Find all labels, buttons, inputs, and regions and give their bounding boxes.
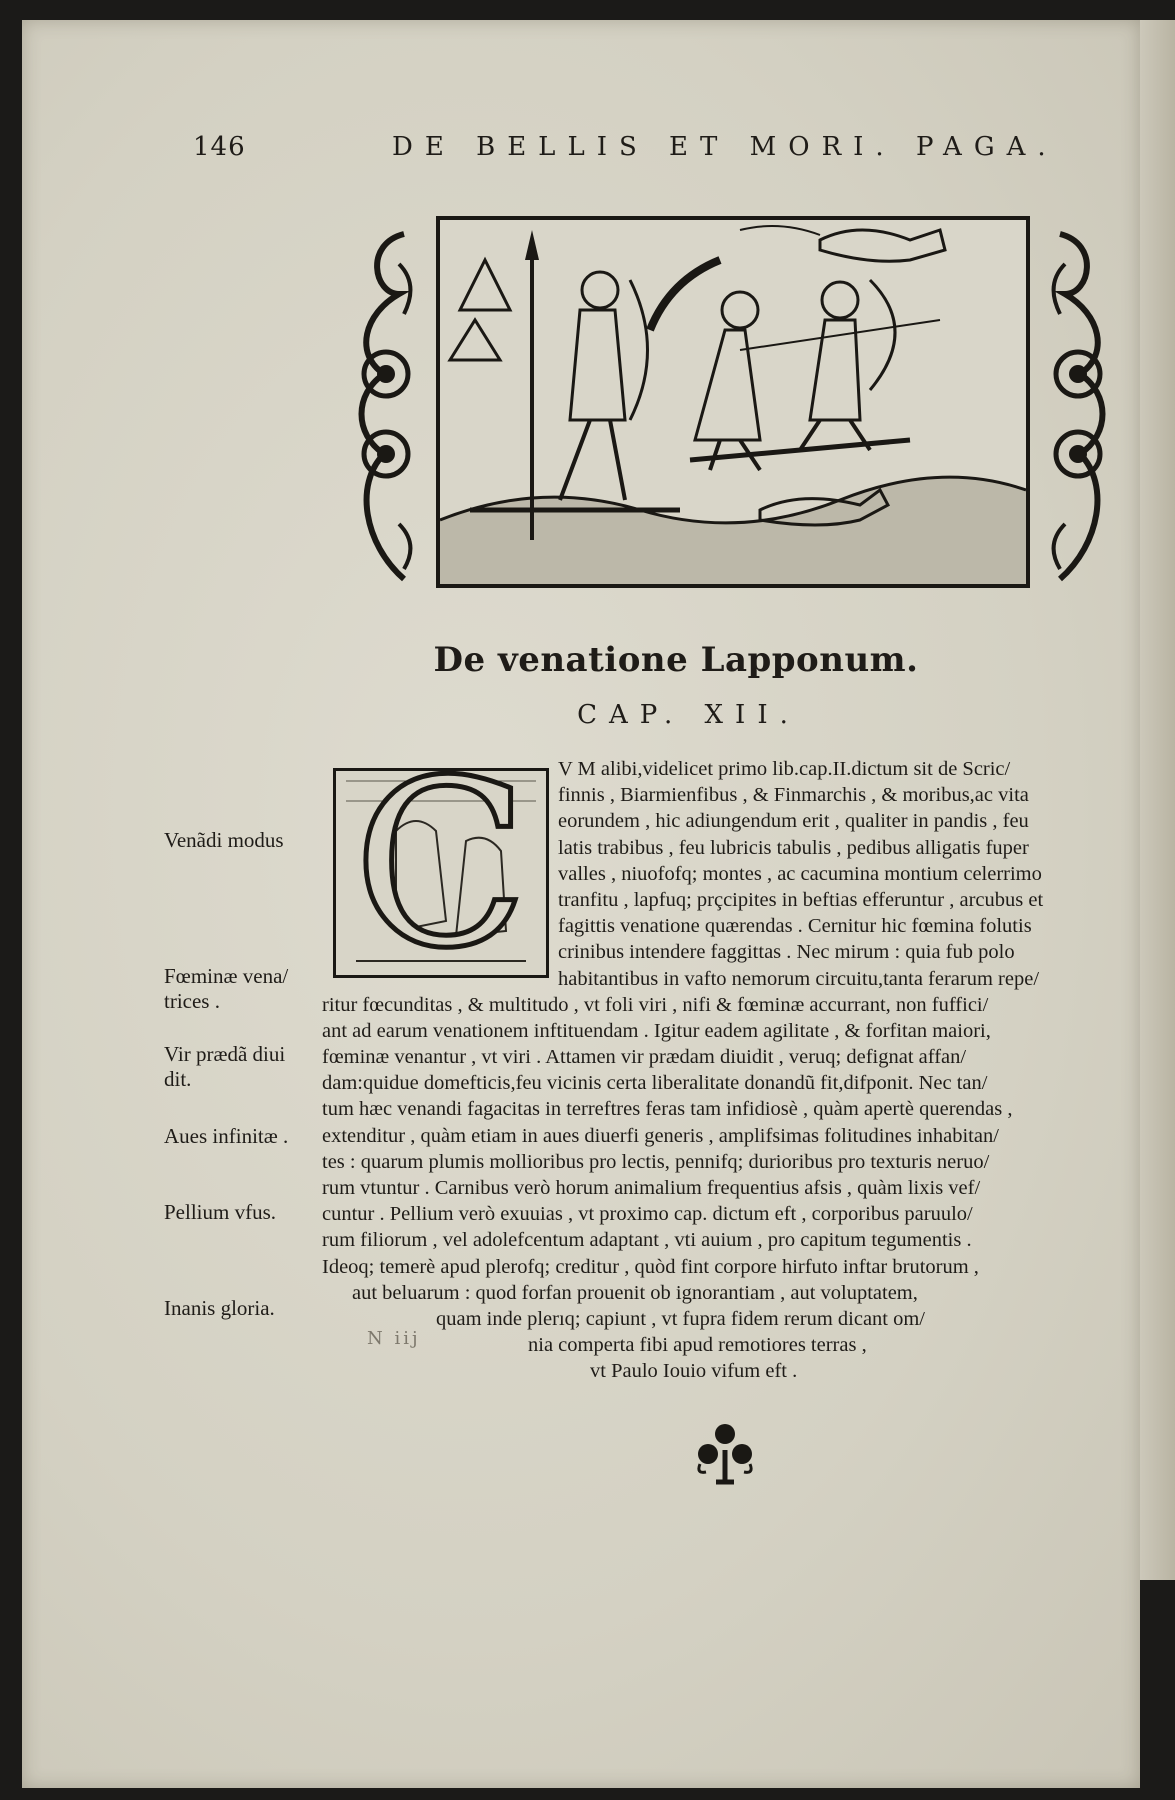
text-line: crinibus intendere faggittas . Nec mirum : quia fub polo	[558, 941, 1015, 964]
ornament-right-icon	[1038, 224, 1120, 594]
text-line: finnis , Biarmienfibus , & Finmarchis , & moribus,ac vita	[558, 784, 1029, 807]
hunting-scene-icon	[440, 220, 1026, 584]
text-line: latis trabibus , feu lubricis tabulis , pedibus alligatis fuper	[558, 836, 1029, 859]
text-line: tes : quarum plumis mollioribus pro lectis, pennifq; durioribus pro texturis neruo/	[322, 1150, 990, 1173]
ornament-left-icon	[344, 224, 426, 594]
margin-note: Inanis gloria.	[164, 1296, 275, 1320]
margin-note: Aues infinitæ .	[164, 1124, 289, 1148]
text-line: dam:quidue domefticis,feu vicinis certa liberalitate donandũ fit,difponit. Nec tan/	[322, 1072, 988, 1095]
text-line: vt Paulo Iouio vifum eft .	[590, 1360, 798, 1383]
margin-note: Fœminæ vena/ trices .	[164, 964, 289, 1013]
text-line: fœminæ venantur , vt viri . Attamen vir prædam diuidit , veruq; defignat affan/	[322, 1046, 967, 1069]
body-text	[322, 756, 1140, 1385]
running-head	[22, 132, 1140, 172]
woodcut-frame	[436, 216, 1030, 588]
fleuron-icon	[692, 1420, 758, 1486]
woodcut-illustration	[340, 210, 1122, 602]
text-line: ritur fœcunditas , & multitudo , vt foli viri , nifi & fœminæ accurrant, non fuffici/	[322, 993, 989, 1016]
facing-page-edge	[1134, 20, 1175, 1580]
text-line: aut beluarum : quod forfan prouenit ob ignorantiam , aut voluptatem,	[352, 1281, 918, 1304]
text-line: Ideoq; temerè apud plerofq; creditur , quòd fint corpore hirfuto inftar brutorum ,	[322, 1255, 979, 1278]
margin-note: Pellium vfus.	[164, 1200, 277, 1224]
text-line: tum hæc venandi fagacitas in terreftres feras tam infidiosè , quàm apertè querendas ,	[322, 1098, 1013, 1121]
chapter-title: De venatione Lapponum.	[433, 640, 919, 680]
margin-note: Venãdi modus	[164, 828, 284, 852]
margin-note: Vir prædã diui dit.	[164, 1042, 286, 1091]
signature-mark: N iij	[367, 1328, 421, 1349]
text-line: rum filiorum , vel adolefcentum adaptant , vti auium , pro capitum tegumentis .	[322, 1229, 972, 1252]
drop-cap-letter: C	[353, 732, 529, 999]
text-line: eorundem , hic adiungendum erit , qualiter in pandis , feu	[558, 810, 1029, 833]
text-line: valles , niuofofq; montes , ac cacumina montium celerrimo	[558, 862, 1042, 885]
page-number: 146	[193, 132, 246, 162]
text-line: V M alibi,videlicet primo lib.cap.II.dictum sit de Scric/	[558, 758, 1011, 780]
text-line: ant ad earum venationem inftituendam . Igitur eadem agilitate , & forfitan maiori,	[322, 1019, 991, 1042]
text-line: fagittis venatione quærendas . Cernitur hic fœmina folutis	[558, 915, 1032, 938]
text-line: extenditur , quàm etiam in aues diuerfi generis , amplifsimas folitudines inhabitan/	[322, 1124, 999, 1147]
text-line: nia comperta fibi apud remotiores terras ,	[528, 1334, 867, 1357]
text-line: quam inde plerıq; capiunt , vt fupra fidem rerum dicant om/	[436, 1307, 926, 1330]
book-page	[22, 20, 1140, 1788]
text-line: cuntur . Pellium verò exuuias , vt proximo cap. dictum eft , corporibus paruulo/	[322, 1203, 973, 1226]
text-line: tranfitu , lapfuq; prçcipites in beftias efferuntur , arcubus et	[558, 888, 1044, 911]
running-title: DE BELLIS ET MORI. PAGA.	[392, 132, 1058, 162]
chapter-number: CAP. XII.	[577, 700, 800, 730]
text-line: rum vtuntur . Carnibus verò horum animalium frequentius afsis , quàm lixis vef/	[322, 1177, 981, 1199]
text-line: habitantibus in vafto nemorum circuitu,tanta ferarum repe/	[558, 967, 1040, 990]
